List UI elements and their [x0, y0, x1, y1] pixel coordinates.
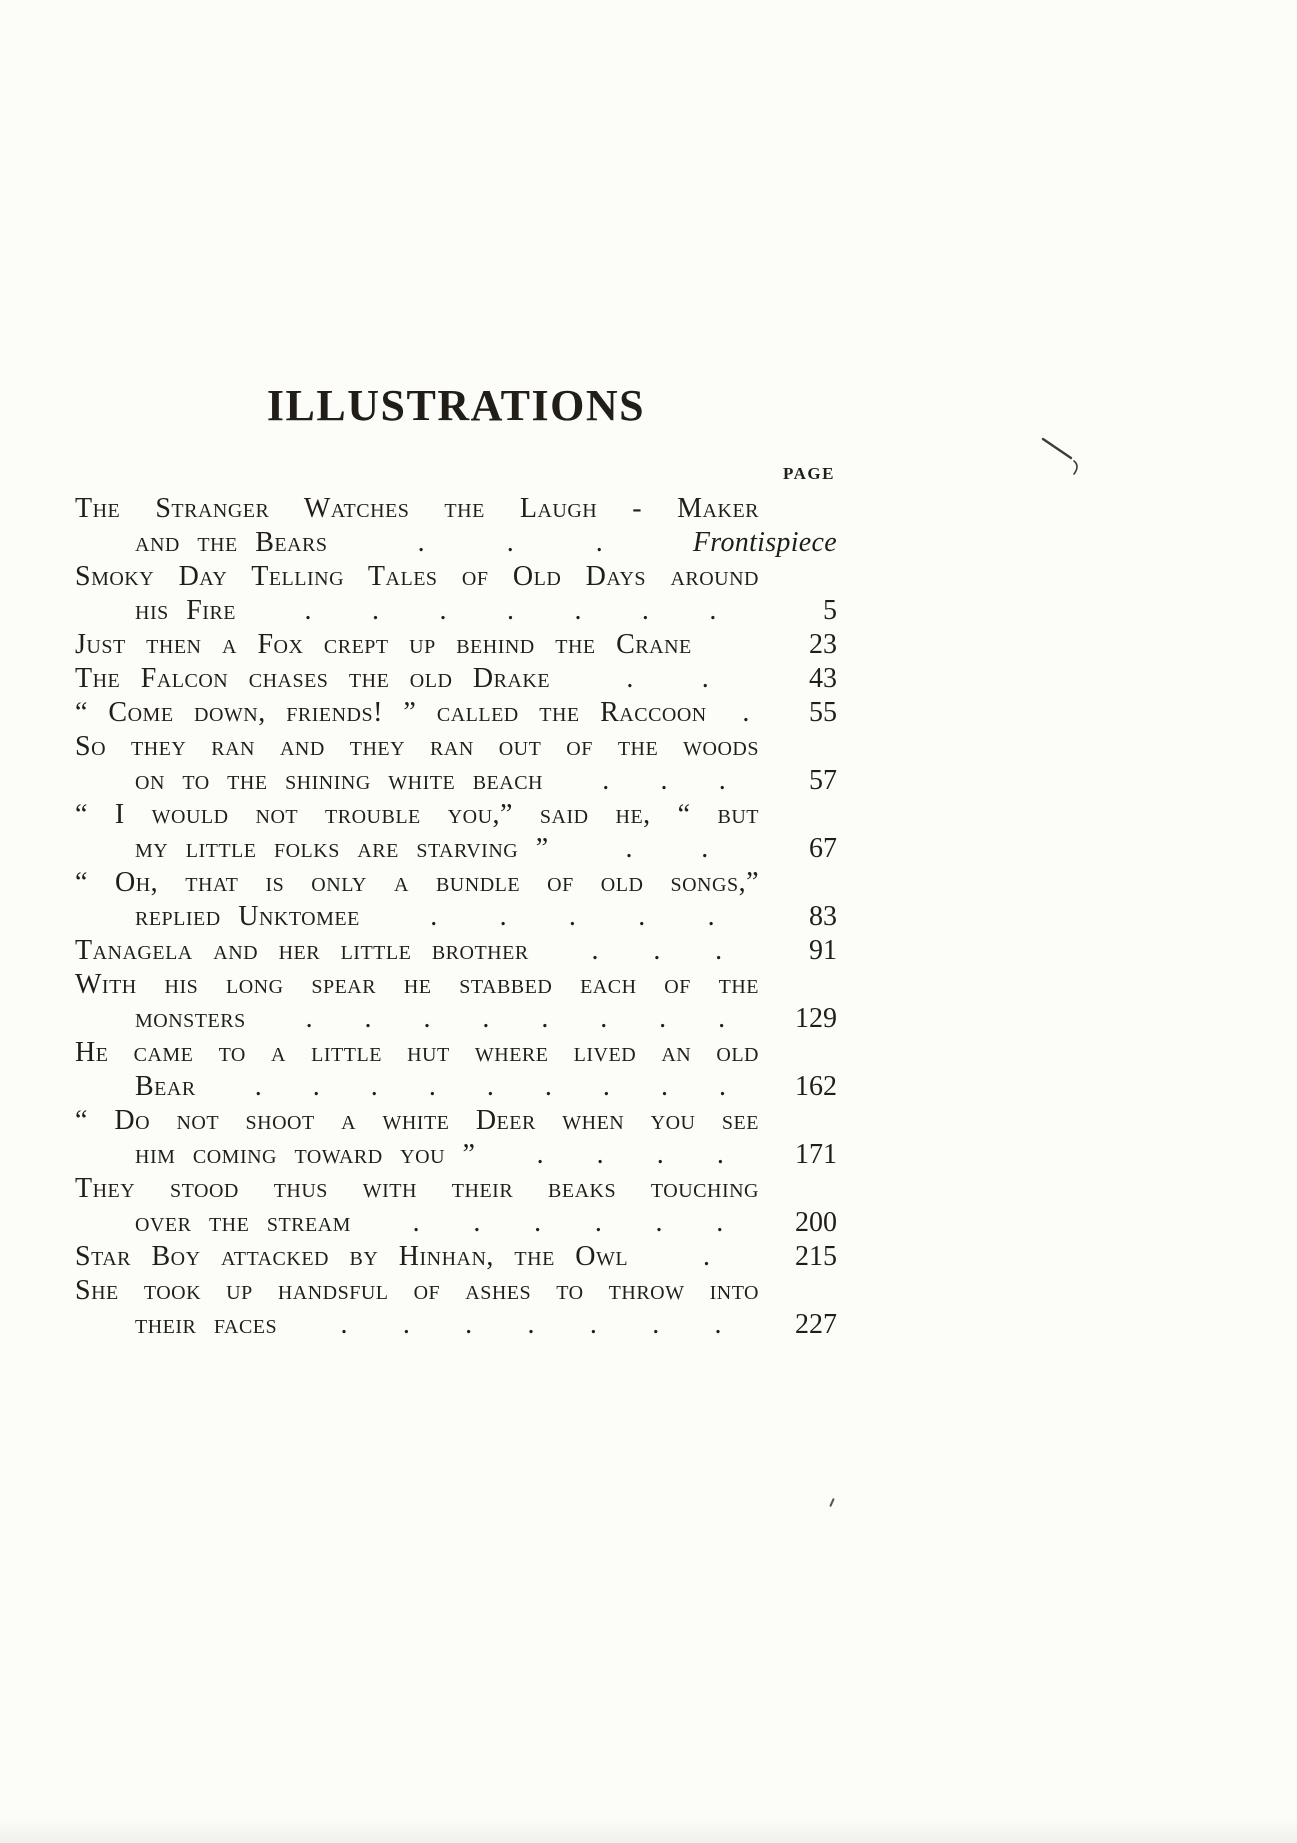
leader-dot: . — [482, 1003, 490, 1034]
leader-dots — [557, 832, 777, 866]
leader-dot: . — [701, 663, 709, 694]
entry-line — [75, 560, 837, 594]
leader-dots — [368, 900, 777, 934]
entry-text: The Falcon chases the old Drake — [75, 663, 551, 694]
leader-dot: . — [364, 1003, 372, 1034]
leader-dots — [537, 934, 777, 968]
entry-text: replied Unktomee — [135, 901, 360, 932]
leader-dot: . — [596, 1139, 604, 1170]
entry-line — [75, 1070, 837, 1104]
leader-dot: . — [305, 1003, 313, 1034]
leader-dots — [483, 1138, 777, 1172]
page-number: Frontispiece — [692, 527, 837, 558]
entry-text: and the Bears — [135, 527, 328, 558]
leader-dot: . — [707, 901, 715, 932]
leader-dot: . — [742, 697, 750, 728]
leader-dot: . — [428, 1071, 436, 1102]
leader-dot: . — [506, 595, 514, 626]
page-number: 57 — [809, 765, 837, 796]
leader-dot: . — [473, 1207, 481, 1238]
leader-dot: . — [486, 1071, 494, 1102]
entry-text: on to the shining white beach — [135, 765, 543, 796]
entry-text: With his long spear he stabbed each of the — [75, 969, 759, 1000]
entry-text: “ Oh, that is only a bundle of old songs,” — [75, 867, 759, 898]
page-number: 200 — [795, 1207, 837, 1238]
leader-dot: . — [653, 935, 661, 966]
stray-mark — [829, 1498, 834, 1507]
entry-line — [75, 730, 837, 764]
leader-dot: . — [402, 1309, 410, 1340]
leader-dot: . — [718, 1003, 726, 1034]
entry-line — [75, 1308, 837, 1342]
page-number: 55 — [809, 697, 837, 728]
entry-text: Smoky Day Telling Tales of Old Days around — [75, 561, 759, 592]
leader-dot: . — [312, 1071, 320, 1102]
entry-text: They stood thus with their beaks touching — [75, 1173, 759, 1204]
leader-dot: . — [718, 765, 726, 796]
entry-line — [75, 628, 837, 662]
page-number: 162 — [795, 1071, 837, 1102]
entry-text: “ Come down, friends! ” called the Raccoon — [75, 697, 707, 728]
page-number: 91 — [809, 935, 837, 966]
leader-dots — [285, 1308, 777, 1342]
entry-text: Star Boy attacked by Hinhan, the Owl — [75, 1241, 629, 1272]
entry-line — [75, 866, 837, 900]
leader-dots — [558, 662, 777, 696]
leader-dot: . — [660, 765, 668, 796]
entry-line — [75, 1104, 837, 1138]
leader-dot: . — [709, 595, 717, 626]
illustrations-section — [75, 381, 837, 1342]
page-number: 129 — [795, 1003, 837, 1034]
leader-dot: . — [254, 1071, 262, 1102]
entry-line — [75, 832, 837, 866]
entry-line — [75, 798, 837, 832]
entry-text: their faces — [135, 1309, 278, 1340]
leader-dot: . — [638, 901, 646, 932]
leader-dot: . — [652, 1309, 660, 1340]
entry-text: “ I would not trouble you,” said he, “ but — [75, 799, 759, 830]
page-number: 67 — [809, 833, 837, 864]
leader-dot: . — [340, 1309, 348, 1340]
page-column-label: PAGE — [783, 464, 835, 483]
leader-dot: . — [656, 1139, 664, 1170]
entry-line — [75, 1172, 837, 1206]
entry-line — [75, 526, 837, 560]
page-title: ILLUSTRATIONS — [266, 381, 646, 430]
leader-dot: . — [304, 595, 312, 626]
leader-dot: . — [625, 833, 633, 864]
leader-dot: . — [370, 1071, 378, 1102]
leader-dots — [204, 1070, 777, 1104]
leader-dot: . — [589, 1309, 597, 1340]
leader-dot: . — [412, 1207, 420, 1238]
entry-line — [75, 696, 837, 730]
illustrations-list — [75, 492, 837, 1342]
leader-dots — [715, 696, 777, 730]
entry-line — [75, 1002, 837, 1036]
leader-dots — [254, 1002, 777, 1036]
entry-text: his Fire — [135, 595, 237, 626]
leader-dot: . — [716, 1207, 724, 1238]
leader-dot: . — [499, 901, 507, 932]
leader-dot: . — [534, 1207, 542, 1238]
page-number: 43 — [809, 663, 837, 694]
leader-dot: . — [655, 1207, 663, 1238]
leader-dot: . — [568, 901, 576, 932]
leader-dot: . — [660, 1071, 668, 1102]
entry-line — [75, 764, 837, 798]
leader-dot: . — [714, 1309, 722, 1340]
leader-dot: . — [591, 935, 599, 966]
leader-dots — [336, 526, 685, 560]
page-number: 171 — [795, 1139, 837, 1170]
entry-text: So they ran and they ran out of the woods — [75, 731, 759, 762]
entry-line — [75, 1240, 837, 1274]
leader-dot: . — [595, 527, 603, 558]
page-number: 23 — [809, 629, 837, 660]
entry-line — [75, 1036, 837, 1070]
leader-dots — [244, 594, 777, 628]
entry-line — [75, 492, 837, 526]
leader-dot: . — [541, 1003, 549, 1034]
leader-dot: . — [417, 527, 425, 558]
entry-text: Just then a Fox crept up behind the Crane — [75, 629, 692, 660]
entry-text: Bear — [135, 1071, 196, 1102]
entry-line — [75, 1274, 837, 1308]
leader-dot: . — [594, 1207, 602, 1238]
leader-dot: . — [574, 595, 582, 626]
entry-line — [75, 662, 837, 696]
pen-mark — [1038, 434, 1098, 480]
leader-dot: . — [600, 1003, 608, 1034]
entry-text: over the stream — [135, 1207, 351, 1238]
leader-dot: . — [506, 527, 514, 558]
entry-text: my little folks are starving ” — [135, 833, 549, 864]
leader-dot: . — [536, 1139, 544, 1170]
entry-text: She took up handsful of ashes to throw into — [75, 1275, 759, 1306]
page-number: 83 — [809, 901, 837, 932]
entry-line — [75, 900, 837, 934]
entry-text: “ Do not shoot a white Deer when you see — [75, 1105, 759, 1136]
leader-dots — [551, 764, 777, 798]
leader-dot: . — [423, 1003, 431, 1034]
entry-line — [75, 594, 837, 628]
leader-dot: . — [715, 935, 723, 966]
entry-text: him coming toward you ” — [135, 1139, 476, 1170]
leader-dot: . — [718, 1071, 726, 1102]
leader-dot: . — [641, 595, 649, 626]
leader-dot: . — [439, 595, 447, 626]
leader-dot: . — [371, 595, 379, 626]
leader-dot: . — [527, 1309, 535, 1340]
leader-dot: . — [544, 1071, 552, 1102]
leader-dots — [359, 1206, 777, 1240]
page-number: 227 — [795, 1309, 837, 1340]
entry-text: He came to a little hut where lived an old — [75, 1037, 759, 1068]
entry-line — [75, 968, 837, 1002]
leader-dot: . — [701, 833, 709, 864]
page-number: 5 — [823, 595, 837, 626]
leader-dots — [636, 1240, 777, 1274]
leader-dot: . — [703, 1241, 711, 1272]
leader-dot: . — [626, 663, 634, 694]
leader-dot: . — [465, 1309, 473, 1340]
leader-dot: . — [659, 1003, 667, 1034]
entry-line — [75, 934, 837, 968]
entry-line — [75, 1206, 837, 1240]
leader-dot: . — [602, 1071, 610, 1102]
leader-dot: . — [602, 765, 610, 796]
entry-text: The Stranger Watches the Laugh - Maker — [75, 493, 759, 524]
leader-dot: . — [716, 1139, 724, 1170]
page-number: 215 — [795, 1241, 837, 1272]
entry-text: Tanagela and her little brother — [75, 935, 529, 966]
entry-line — [75, 1138, 837, 1172]
leader-dot: . — [430, 901, 438, 932]
entry-text: monsters — [135, 1003, 246, 1034]
